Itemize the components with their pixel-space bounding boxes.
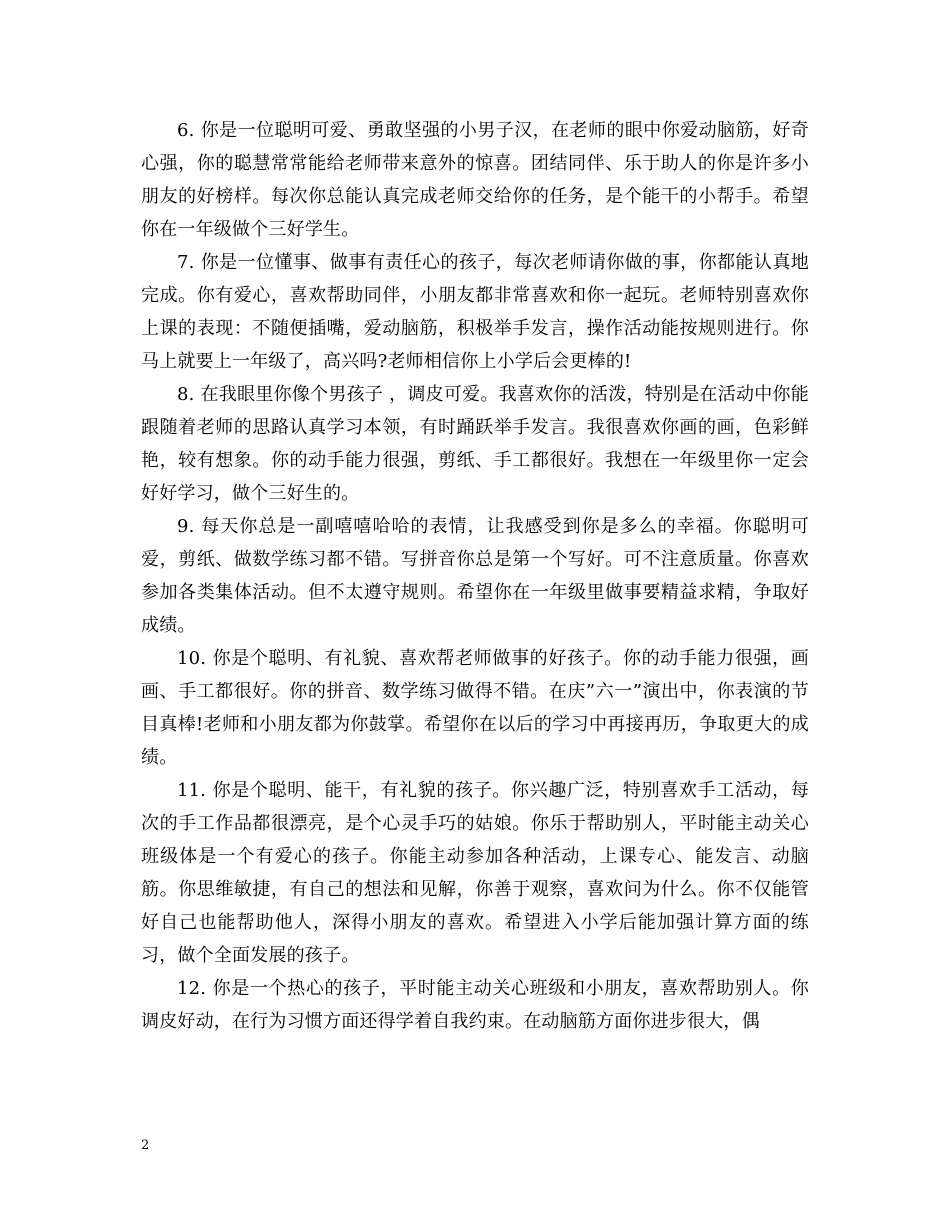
paragraph-7: 7. 你是一位懂事、做事有责任心的孩子，每次老师请你做的事，你都能认真地完成。你有爱心，喜欢帮助同伴，小朋友都非常喜欢和你一起玩。老师特别喜欢你上课的表现：不随便插嘴，爱动脑筋，积极举手发言，操作活动能按规则进行。你马上就要上一年级了，高兴吗?老师相信你上小学后会更棒的! — [141, 252, 809, 372]
paragraph-12: 12. 你是一个热心的孩子，平时能主动关心班级和小朋友，喜欢帮助别人。你调皮好动，在行为习惯方面还得学着自我约束。在动脑筋方面你进步很大，偶 — [141, 978, 809, 1032]
paragraph-9: 9. 每天你总是一副嘻嘻哈哈的表情，让我感受到你是多么的幸福。你聪明可爱，剪纸、做数学练习都不错。写拼音你总是第一个写好。可不注意质量。你喜欢参加各类集体活动。但不太遵守规则。希望你在一年级里做事要精益求精，争取好成绩。 — [141, 516, 809, 636]
page-number: 2 — [141, 1138, 150, 1153]
paragraph-11: 11. 你是个聪明、能干，有礼貌的孩子。你兴趣广泛，特别喜欢手工活动，每次的手工作品都很漂亮，是个心灵手巧的姑娘。你乐于帮助别人，平时能主动关心班级体是一个有爱心的孩子。你能主动参加各种活动，上课专心、能发言、动脑筋。你思维敏捷，有自己的想法和见解，你善于观察，喜欢问为什么。你不仅能管好自己也能帮助他人，深得小朋友的喜欢。希望进入小学后能加强计算方面的练习，做个全面发展的孩子。 — [141, 780, 809, 966]
paragraph-8: 8. 在我眼里你像个男孩子 ，调皮可爱。我喜欢你的活泼，特别是在活动中你能跟随着老师的思路认真学习本领，有时踊跃举手发言。我很喜欢你画的画，色彩鲜艳，较有想象。你的动手能力很强，剪纸、手工都很好。我想在一年级里你一定会好好学习，做个三好生的。 — [141, 384, 809, 504]
document-body — [141, 0, 809, 1038]
paragraph-6: 6. 你是一位聪明可爱、勇敢坚强的小男子汉，在老师的眼中你爱动脑筋，好奇心强，你的聪慧常常能给老师带来意外的惊喜。团结同伴、乐于助人的你是许多小朋友的好榜样。每次你总能认真完成老师交给你的任务，是个能干的小帮手。希望你在一年级做个三好学生。 — [141, 120, 809, 240]
paragraph-10: 10. 你是个聪明、有礼貌、喜欢帮老师做事的好孩子。你的动手能力很强，画画、手工都很好。你的拼音、数学练习做得不错。在庆”六一”演出中，你表演的节目真棒!老师和小朋友都为你鼓掌。希望你在以后的学习中再接再历，争取更大的成绩。 — [141, 648, 809, 768]
